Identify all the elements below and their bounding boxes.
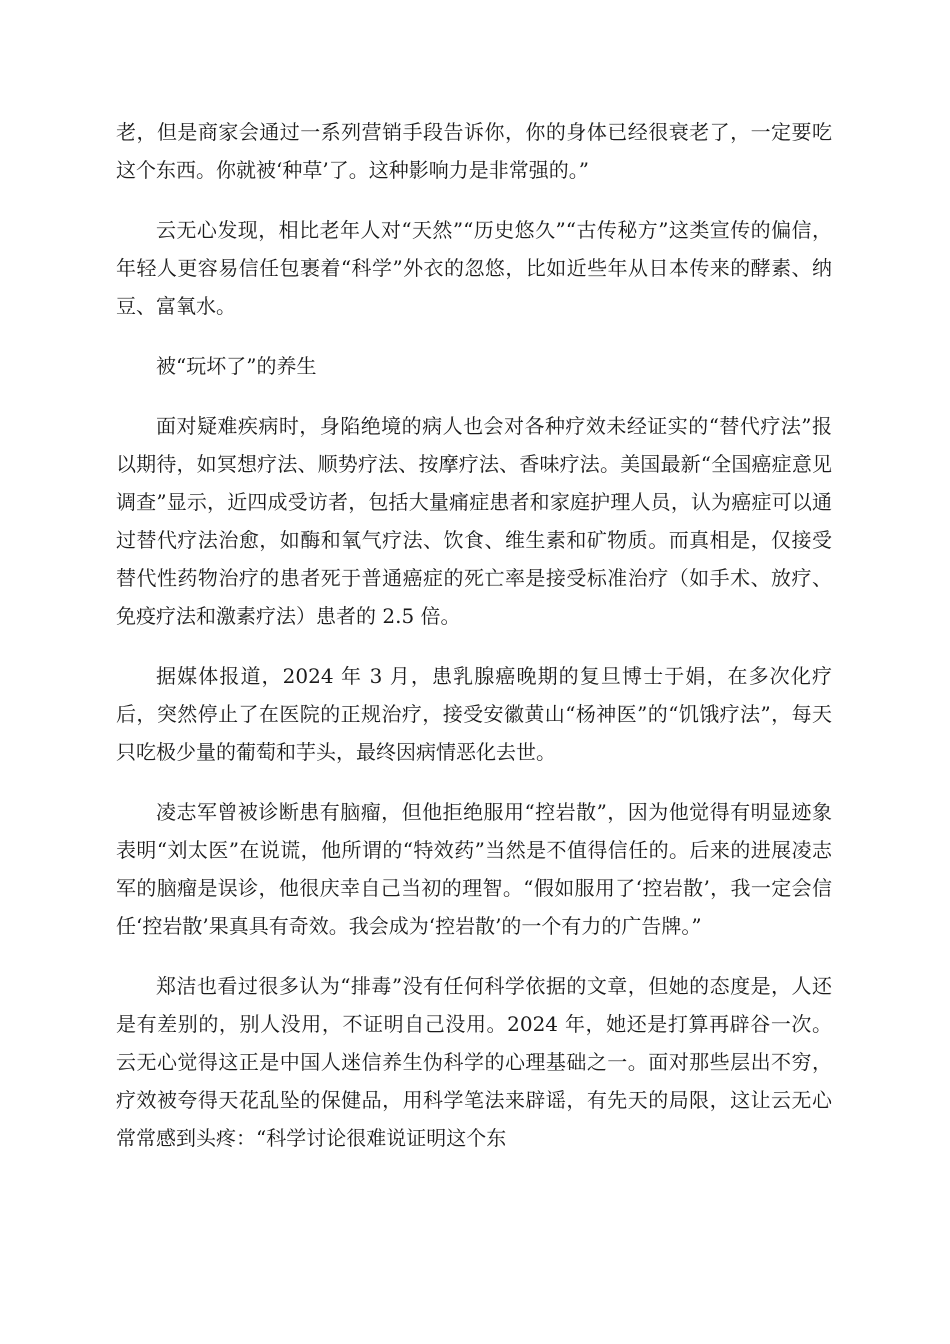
paragraph-zheng-jie: 郑洁也看过很多认为“排毒”没有任何科学依据的文章，但她的态度是，人还是有差别的，别人没用，不证明自己没用。2024 年，她还是打算再辟谷一次。云无心觉得这正是中国人迷信养生伪科学的心理基础之一。面对那些层出不穷，疗效被夸得天花乱坠的保健品，用科学笔法来辟谣，有先天的局限，这让云无心常常感到头疼：“科学讨论很难说证明这个东 [116,974,832,1150]
paragraph-alternative-therapy: 面对疑难疾病时，身陷绝境的病人也会对各种疗效未经证实的“替代疗法”报以期待，如冥想疗法、顺势疗法、按摩疗法、香味疗法。美国最新“全国癌症意见调查”显示，近四成受访者，包括大量痛症患者和家庭护理人员，认为癌症可以通过替代疗法治愈，如酶和氧气疗法、饮食、维生素和矿物质。而真相是，仅接受替代性药物治疗的患者死于普通癌症的死亡率是接受标准治疗（如手术、放疗、免疫疗法和激素疗法）患者的 2.5 倍。 [116,414,832,628]
paragraph-media-report: 据媒体报道，2024 年 3 月，患乳腺癌晚期的复旦博士于娟，在多次化疗后，突然停止了在医院的正规治疗，接受安徽黄山“杨神医”的“饥饿疗法”，每天只吃极少量的葡萄和芋头，最终因病情恶化去世。 [116,664,832,764]
article-body [116,113,832,1179]
paragraph-continued-quote: 老，但是商家会通过一系列营销手段告诉你，你的身体已经很衰老了，一定要吃这个东西。你就被‘种草’了。这种影响力是非常强的。” [116,120,832,182]
paragraph-ling-zhijun: 凌志军曾被诊断患有脑瘤，但他拒绝服用“控岩散”，因为他觉得有明显迹象表明“刘太医”在说谎，他所谓的“特效药”当然是不值得信任的。后来的进展凌志军的脑瘤是误诊，他很庆幸自己当初的理智。“假如服用了‘控岩散’，我一定会信任‘控岩散’果真具有奇效。我会成为‘控岩散’的一个有力的广告牌。” [116,800,832,938]
paragraph-young-people-trust: 云无心发现，相比老年人对“天然”“历史悠久”“古传秘方”这类宣传的偏信，年轻人更容易信任包裹着“科学”外衣的忽悠，比如近些年从日本传来的酵素、纳豆、富氧水。 [116,218,832,318]
section-heading: 被“玩坏了”的养生 [156,354,317,378]
